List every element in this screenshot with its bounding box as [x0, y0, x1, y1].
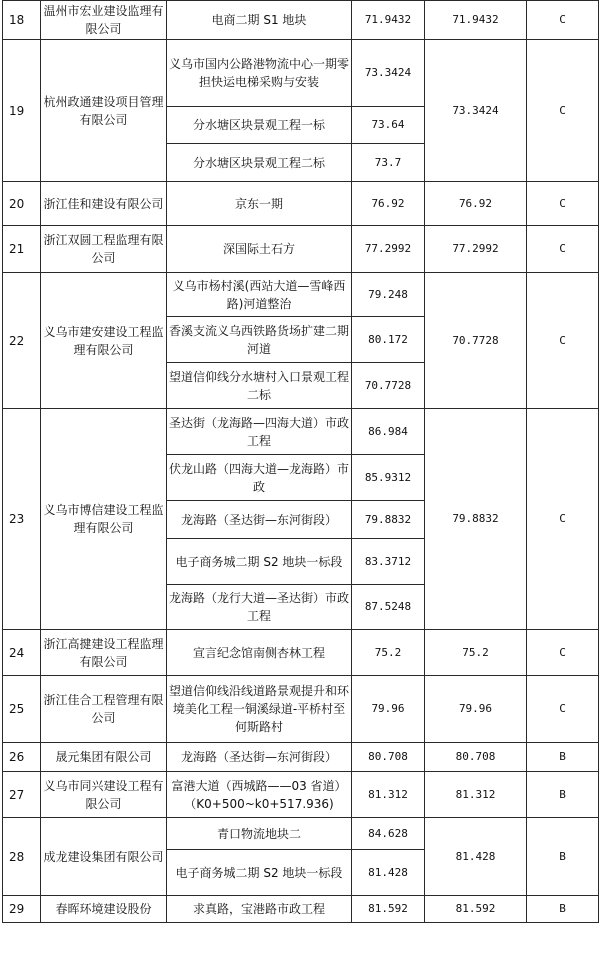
row-number: 18 [3, 1, 41, 40]
grade: B [527, 896, 599, 923]
row-number: 25 [3, 676, 41, 743]
row-number: 19 [3, 40, 41, 182]
project-name: 深国际土石方 [167, 226, 352, 273]
company-name: 义乌市建安建设工程监理有限公司 [41, 273, 167, 409]
grade: C [527, 40, 599, 182]
grade: C [527, 409, 599, 630]
final-score: 81.312 [425, 772, 527, 818]
project-name: 电商二期 S1 地块 [167, 1, 352, 40]
table-row [3, 1, 599, 40]
project-score: 77.2992 [352, 226, 425, 273]
final-score: 73.3424 [425, 40, 527, 182]
project-score: 87.5248 [352, 585, 425, 630]
project-name: 求真路，宝港路市政工程 [167, 896, 352, 923]
final-score: 77.2992 [425, 226, 527, 273]
company-name: 温州市宏业建设监理有限公司 [41, 1, 167, 40]
project-score: 79.96 [352, 676, 425, 743]
company-name: 义乌市博信建设工程监理有限公司 [41, 409, 167, 630]
project-score: 76.92 [352, 182, 425, 226]
final-score: 81.428 [425, 818, 527, 896]
row-number: 26 [3, 743, 41, 772]
final-score: 81.592 [425, 896, 527, 923]
company-name: 晟元集团有限公司 [41, 743, 167, 772]
project-score: 86.984 [352, 409, 425, 455]
row-number: 23 [3, 409, 41, 630]
project-name: 义乌市国内公路港物流中心一期零担快运电梯采购与安装 [167, 40, 352, 107]
project-name: 电子商务城二期 S2 地块一标段 [167, 539, 352, 585]
table-row [3, 676, 599, 743]
grade: C [527, 1, 599, 40]
row-number: 28 [3, 818, 41, 896]
row-number: 27 [3, 772, 41, 818]
grade: B [527, 772, 599, 818]
project-score: 70.7728 [352, 363, 425, 409]
project-name: 义乌市杨村溪(西站大道—雪峰西路)河道整治 [167, 273, 352, 317]
project-name: 香溪支流义乌西铁路货场扩建二期河道 [167, 317, 352, 363]
project-name: 分水塘区块景观工程一标 [167, 107, 352, 144]
project-name: 龙海路（圣达街—东河街段） [167, 743, 352, 772]
table-row [3, 273, 599, 317]
table-row [3, 743, 599, 772]
row-number: 24 [3, 630, 41, 676]
grade: B [527, 818, 599, 896]
evaluation-table [2, 0, 599, 923]
project-name: 富港大道（西城路——03 省道）（K0+500~k0+517.936) [167, 772, 352, 818]
final-score: 76.92 [425, 182, 527, 226]
final-score: 79.8832 [425, 409, 527, 630]
final-score: 71.9432 [425, 1, 527, 40]
company-name: 春晖环境建设股份 [41, 896, 167, 923]
project-name: 龙海路（圣达街—东河街段） [167, 501, 352, 539]
project-score: 73.7 [352, 144, 425, 182]
grade: C [527, 630, 599, 676]
row-number: 20 [3, 182, 41, 226]
final-score: 70.7728 [425, 273, 527, 409]
project-name: 电子商务城二期 S2 地块一标段 [167, 850, 352, 896]
table-row [3, 630, 599, 676]
project-name: 宣言纪念馆南侧杏林工程 [167, 630, 352, 676]
row-number: 29 [3, 896, 41, 923]
project-score: 73.64 [352, 107, 425, 144]
company-name: 浙江双圆工程监理有限公司 [41, 226, 167, 273]
final-score: 80.708 [425, 743, 527, 772]
grade: C [527, 273, 599, 409]
project-score: 73.3424 [352, 40, 425, 107]
company-name: 浙江佳和建设有限公司 [41, 182, 167, 226]
company-name: 杭州政通建设项目管理有限公司 [41, 40, 167, 182]
table-row [3, 409, 599, 455]
table-row [3, 40, 599, 107]
project-name: 龙海路（龙行大道—圣达街）市政工程 [167, 585, 352, 630]
project-name: 青口物流地块二 [167, 818, 352, 850]
table-row [3, 818, 599, 850]
company-name: 浙江佳合工程管理有限公司 [41, 676, 167, 743]
final-score: 75.2 [425, 630, 527, 676]
table-row [3, 182, 599, 226]
project-score: 81.312 [352, 772, 425, 818]
project-score: 85.9312 [352, 455, 425, 501]
row-number: 21 [3, 226, 41, 273]
project-name: 伏龙山路（四海大道—龙海路）市政 [167, 455, 352, 501]
company-name: 成龙建设集团有限公司 [41, 818, 167, 896]
project-score: 79.8832 [352, 501, 425, 539]
project-name: 望道信仰线沿线道路景观提升和环境美化工程一铜溪绿道-平桥村至何斯路村 [167, 676, 352, 743]
project-name: 圣达街（龙海路—四海大道）市政工程 [167, 409, 352, 455]
project-score: 83.3712 [352, 539, 425, 585]
project-score: 81.428 [352, 850, 425, 896]
project-score: 84.628 [352, 818, 425, 850]
final-score: 79.96 [425, 676, 527, 743]
company-name: 义乌市同兴建设工程有限公司 [41, 772, 167, 818]
project-name: 京东一期 [167, 182, 352, 226]
grade: C [527, 226, 599, 273]
table-row [3, 896, 599, 923]
project-score: 81.592 [352, 896, 425, 923]
project-score: 75.2 [352, 630, 425, 676]
project-score: 80.172 [352, 317, 425, 363]
project-score: 80.708 [352, 743, 425, 772]
table-row [3, 772, 599, 818]
company-name: 浙江高揵建设工程监理有限公司 [41, 630, 167, 676]
project-score: 79.248 [352, 273, 425, 317]
project-score: 71.9432 [352, 1, 425, 40]
table-row [3, 226, 599, 273]
grade: C [527, 676, 599, 743]
project-name: 望道信仰线分水塘村入口景观工程二标 [167, 363, 352, 409]
row-number: 22 [3, 273, 41, 409]
project-name: 分水塘区块景观工程二标 [167, 144, 352, 182]
grade: C [527, 182, 599, 226]
grade: B [527, 743, 599, 772]
